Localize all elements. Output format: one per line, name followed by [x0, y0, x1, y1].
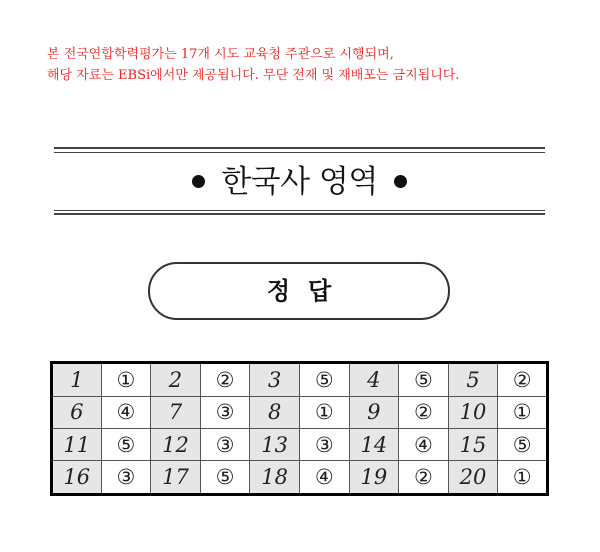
answer-choice: ⑤ — [399, 363, 449, 397]
notice-line-2: 해당 자료는 EBSi에서만 제공됩니다. 무단 전재 및 재배포는 금지됩니다. — [47, 68, 460, 83]
question-number: 18 — [250, 461, 300, 495]
answer-choice: ② — [498, 363, 548, 397]
answer-choice: ⑤ — [498, 428, 548, 460]
bottom-rule-thin — [54, 210, 545, 211]
question-number: 13 — [250, 428, 300, 460]
table-row — [52, 363, 548, 397]
question-number: 15 — [448, 428, 498, 460]
answer-choice: ① — [101, 363, 151, 397]
table-row — [52, 461, 548, 495]
answer-choice: ③ — [200, 396, 250, 428]
question-number: 17 — [151, 461, 201, 495]
question-number: 4 — [349, 363, 399, 397]
table-row — [52, 428, 548, 460]
answer-choice: ① — [498, 461, 548, 495]
answer-choice: ④ — [399, 428, 449, 460]
answer-table — [50, 361, 549, 496]
top-rule-thick — [54, 147, 545, 149]
question-number: 2 — [151, 363, 201, 397]
question-number: 16 — [52, 461, 102, 495]
bullet-right-icon — [394, 175, 407, 188]
answer-choice: ④ — [299, 461, 349, 495]
answer-choice: ④ — [101, 396, 151, 428]
table-row — [52, 396, 548, 428]
question-number: 5 — [448, 363, 498, 397]
question-number: 8 — [250, 396, 300, 428]
answer-choice: ① — [498, 396, 548, 428]
question-number: 19 — [349, 461, 399, 495]
answer-choice: ② — [200, 363, 250, 397]
question-number: 1 — [52, 363, 102, 397]
answer-choice: ② — [399, 396, 449, 428]
question-number: 7 — [151, 396, 201, 428]
question-number: 11 — [52, 428, 102, 460]
section-title — [54, 159, 545, 205]
top-rule-thin — [54, 152, 545, 153]
bottom-rule-thick — [54, 213, 545, 215]
answer-choice: ⑤ — [101, 428, 151, 460]
answer-choice: ① — [299, 396, 349, 428]
answer-label: 정답 — [148, 262, 450, 320]
question-number: 3 — [250, 363, 300, 397]
question-number: 14 — [349, 428, 399, 460]
answer-choice: ③ — [299, 428, 349, 460]
answer-choice: ③ — [101, 461, 151, 495]
section-title-text: 한국사 영역 — [221, 164, 378, 200]
bullet-left-icon — [192, 175, 205, 188]
question-number: 20 — [448, 461, 498, 495]
answer-choice: ② — [399, 461, 449, 495]
answer-choice: ⑤ — [200, 461, 250, 495]
copyright-notice — [47, 44, 460, 86]
question-number: 9 — [349, 396, 399, 428]
notice-line-1: 본 전국연합학력평가는 17개 시도 교육청 주관으로 시행되며, — [47, 47, 394, 62]
question-number: 12 — [151, 428, 201, 460]
question-number: 6 — [52, 396, 102, 428]
answer-choice: ③ — [200, 428, 250, 460]
answer-choice: ⑤ — [299, 363, 349, 397]
question-number: 10 — [448, 396, 498, 428]
